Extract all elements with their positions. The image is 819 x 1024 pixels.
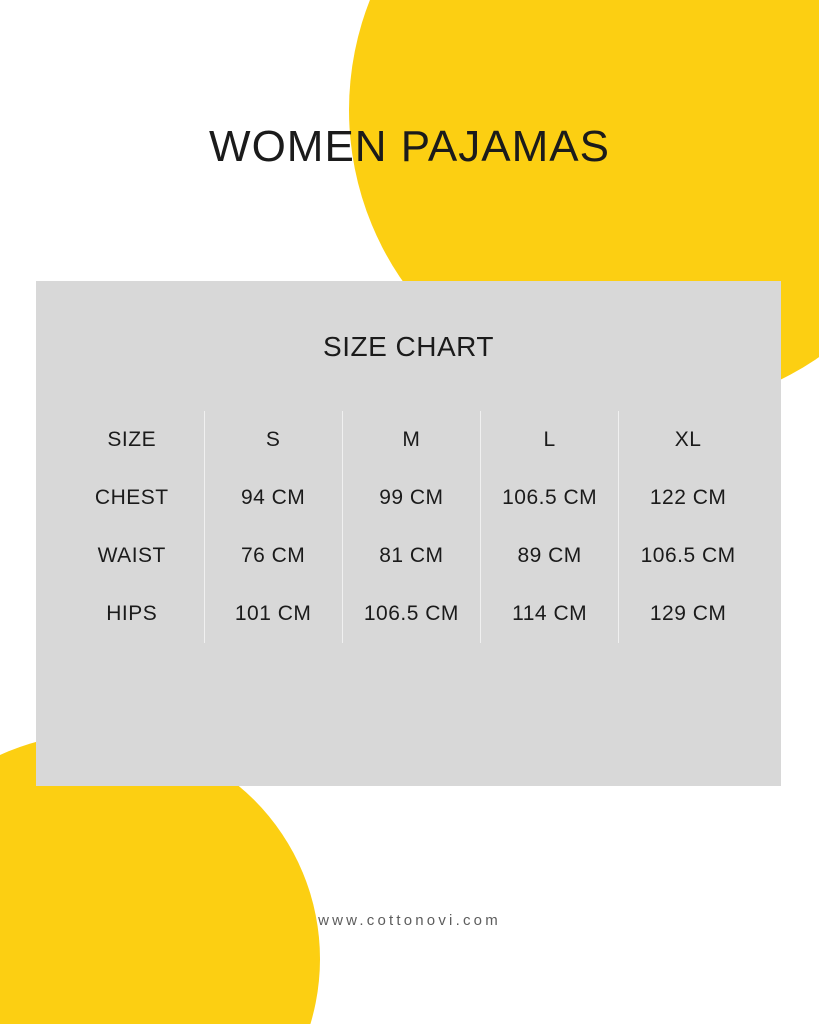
table-row — [60, 527, 757, 585]
cell-hips-xl: 129 CM — [619, 585, 757, 643]
cell-waist-m: 81 CM — [342, 527, 480, 585]
cell-hips-s: 101 CM — [204, 585, 342, 643]
row-label-hips: HIPS — [106, 602, 158, 625]
website-url: www.cottonovi.com — [318, 912, 501, 929]
column-header-m: M — [342, 411, 480, 469]
cell-hips-l: 114 CM — [481, 585, 619, 643]
size-chart-table-wrap — [36, 411, 781, 643]
column-header-xl: XL — [619, 411, 757, 469]
column-header-size: SIZE — [107, 428, 157, 451]
cell-hips-m: 106.5 CM — [342, 585, 480, 643]
column-header-l: L — [481, 411, 619, 469]
column-header-s: S — [204, 411, 342, 469]
table-header-row — [60, 411, 757, 469]
cell-waist-s: 76 CM — [204, 527, 342, 585]
card-title: SIZE CHART — [323, 331, 494, 362]
size-chart-card — [36, 281, 781, 786]
cell-chest-s: 94 CM — [204, 469, 342, 527]
table-row — [60, 585, 757, 643]
row-label-waist: WAIST — [97, 544, 166, 567]
cell-waist-l: 89 CM — [481, 527, 619, 585]
cell-waist-xl: 106.5 CM — [619, 527, 757, 585]
cell-chest-l: 106.5 CM — [481, 469, 619, 527]
cell-chest-xl: 122 CM — [619, 469, 757, 527]
size-chart-table — [60, 411, 757, 643]
cell-chest-m: 99 CM — [342, 469, 480, 527]
page-title: WOMEN PAJAMAS — [209, 122, 610, 171]
row-label-chest: CHEST — [94, 486, 169, 509]
table-row — [60, 469, 757, 527]
